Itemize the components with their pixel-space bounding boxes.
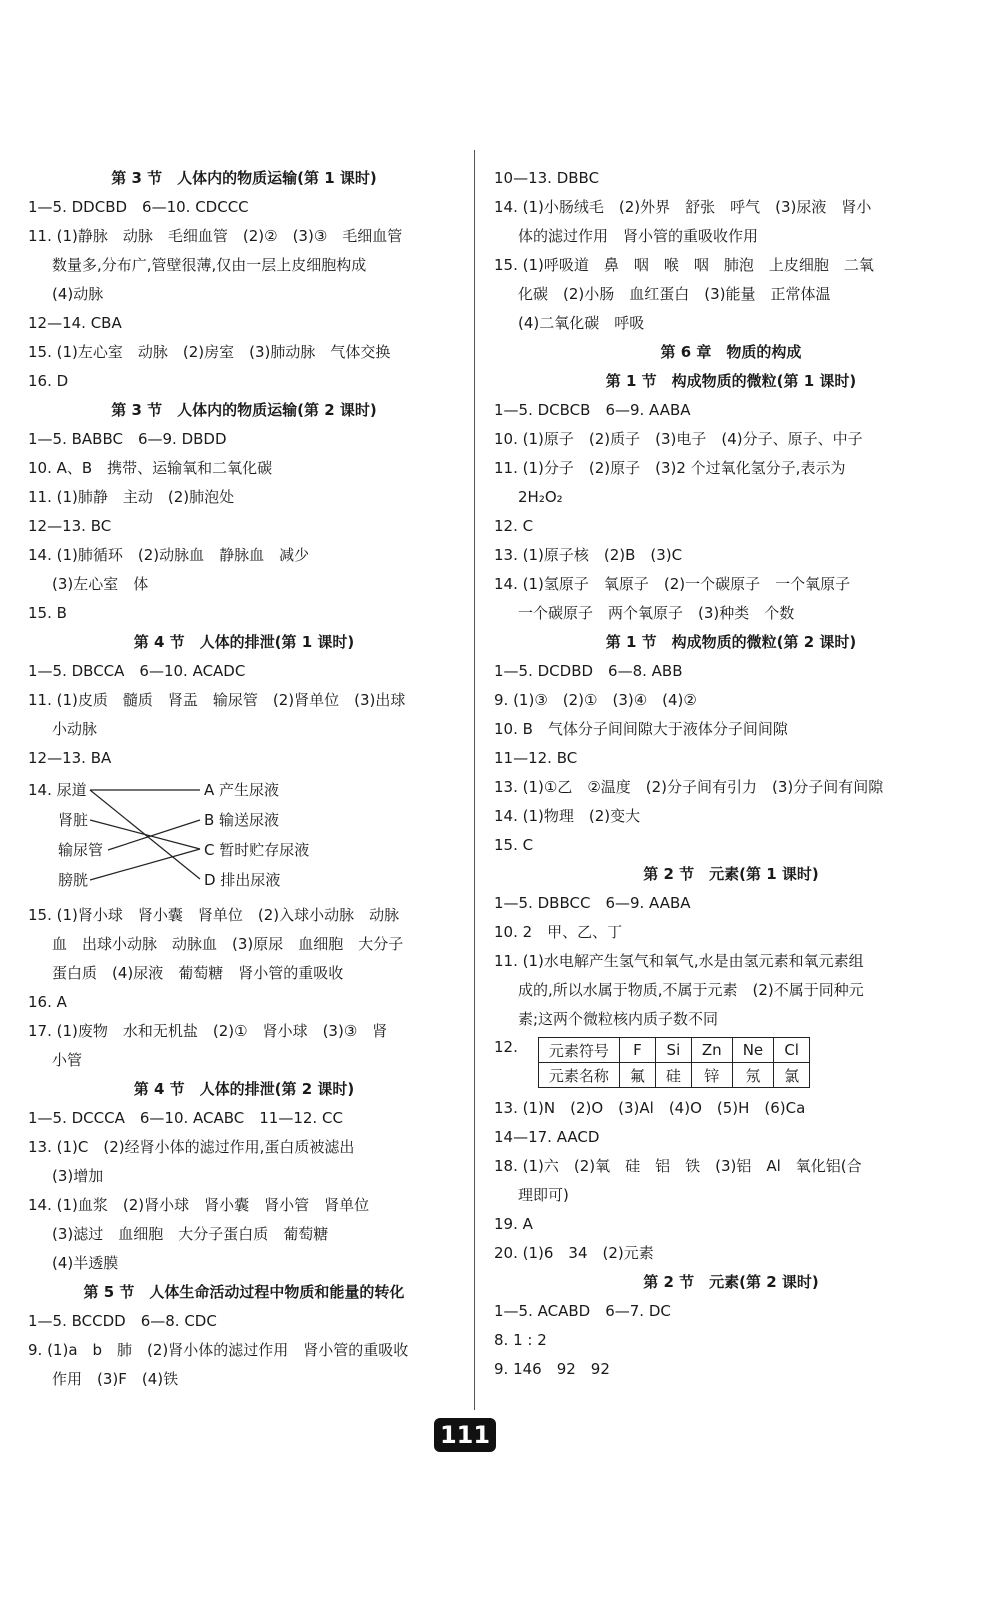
- answer-line: 9. 146 92 92: [494, 1360, 610, 1378]
- answer-line: 化碳 (2)小肠 血红蛋白 (3)能量 正常体温: [518, 285, 831, 303]
- answer-line: 11. (1)肺静 主动 (2)肺泡处: [28, 488, 235, 506]
- section-title: 第 3 节 人体内的物质运输(第 1 课时): [111, 169, 377, 187]
- section-title: 第 1 节 构成物质的微粒(第 2 课时): [605, 633, 857, 651]
- element-table: [538, 1037, 810, 1088]
- match-left-item: 膀胱: [58, 871, 89, 889]
- match-right-item: D 排出尿液: [204, 871, 281, 889]
- table-row: [538, 1038, 809, 1063]
- answer-line: 14. (1)氢原子 氧原子 (2)一个碳原子 一个氧原子: [494, 575, 851, 593]
- answer-line: 蛋白质 (4)尿液 葡萄糖 肾小管的重吸收: [52, 964, 344, 982]
- table-cell: 硅: [655, 1063, 691, 1088]
- table-cell: 元素名称: [538, 1063, 619, 1088]
- answer-line: 成的,所以水属于物质,不属于元素 (2)不属于同种元: [518, 981, 864, 999]
- answer-line: 10. A、B 携带、运输氧和二氧化碳: [28, 459, 273, 477]
- answer-line: 10. (1)原子 (2)质子 (3)电子 (4)分子、原子、中子: [494, 430, 863, 448]
- right-column: [494, 164, 968, 1384]
- answer-line: 理即可): [518, 1186, 569, 1204]
- answer-line: 16. D: [28, 372, 69, 390]
- answer-line: (3)左心室 体: [52, 575, 149, 593]
- answer-line: 17. (1)废物 水和无机盐 (2)① 肾小球 (3)③ 肾: [28, 1022, 388, 1040]
- answer-line: 8. 1 : 2: [494, 1331, 547, 1349]
- answer-line: 9. (1)③ (2)① (3)④ (4)②: [494, 691, 697, 709]
- answer-line: 12—13. BA: [28, 749, 112, 767]
- table-cell: 氖: [732, 1063, 773, 1088]
- table-cell: 元素符号: [538, 1038, 619, 1063]
- table-row: [538, 1063, 809, 1088]
- section-title: 第 2 节 元素(第 1 课时): [643, 865, 819, 883]
- answer-line: 11. (1)分子 (2)原子 (3)2 个过氧化氢分子,表示为: [494, 459, 846, 477]
- answer-line: 15. (1)左心室 动脉 (2)房室 (3)肺动脉 气体交换: [28, 343, 391, 361]
- section-title: 第 3 节 人体内的物质运输(第 2 课时): [111, 401, 377, 419]
- answer-line: (4)动脉: [52, 285, 104, 303]
- answer-line: 1—5. ACABD 6—7. DC: [494, 1302, 671, 1320]
- answer-line: 1—5. DBCCA 6—10. ACADC: [28, 662, 246, 680]
- answer-line: 一个碳原子 两个氧原子 (3)种类 个数: [518, 604, 795, 622]
- answer-line: 1—5. DCCCA 6—10. ACABC 11—12. CC: [28, 1109, 343, 1127]
- answer-line: 19. A: [494, 1215, 533, 1233]
- answer-line: 小动脉: [52, 720, 98, 738]
- answer-line: 12—13. BC: [28, 517, 112, 535]
- element-table-block: [494, 1034, 968, 1094]
- match-left-item: 14. 尿道: [28, 781, 87, 799]
- answer-line: (3)滤过 血细胞 大分子蛋白质 葡萄糖: [52, 1225, 329, 1243]
- answer-line: 12—14. CBA: [28, 314, 122, 332]
- match-right-item: A 产生尿液: [204, 781, 280, 799]
- answer-line: 11—12. BC: [494, 749, 578, 767]
- answer-line: 1—5. BCCDD 6—8. CDC: [28, 1312, 217, 1330]
- answer-line: 1—5. DDCBD 6—10. CDCCC: [28, 198, 249, 216]
- answer-line: 1—5. DCBCB 6—9. AABA: [494, 401, 691, 419]
- table-cell: F: [619, 1038, 655, 1063]
- answer-line: (4)二氧化碳 呼吸: [518, 314, 645, 332]
- section-title: 第 1 节 构成物质的微粒(第 1 课时): [605, 372, 857, 390]
- answer-line: 12. C: [494, 517, 534, 535]
- answer-line: 13. (1)原子核 (2)B (3)C: [494, 546, 683, 564]
- section-title: 第 5 节 人体生命活动过程中物质和能量的转化: [83, 1283, 405, 1301]
- answer-line: 14. (1)血浆 (2)肾小球 肾小囊 肾小管 肾单位: [28, 1196, 370, 1214]
- table-cell: 氟: [619, 1063, 655, 1088]
- left-column: [28, 164, 460, 1394]
- answer-line: 血 出球小动脉 动脉血 (3)原尿 血细胞 大分子: [52, 935, 404, 953]
- answer-line: 11. (1)水电解产生氢气和氧气,水是由氢元素和氧元素组: [494, 952, 864, 970]
- table-cell: Cl: [774, 1038, 810, 1063]
- answer-line: 11. (1)静脉 动脉 毛细血管 (2)② (3)③ 毛细血管: [28, 227, 403, 245]
- match-right-item: B 输送尿液: [204, 811, 280, 829]
- table-cell: Si: [655, 1038, 691, 1063]
- answer-line: 14—17. AACD: [494, 1128, 600, 1146]
- match-left-item: 输尿管: [58, 841, 104, 859]
- answer-line: 15. (1)呼吸道 鼻 咽 喉 咽 肺泡 上皮细胞 二氧: [494, 256, 874, 274]
- answer-line: 11. (1)皮质 髓质 肾盂 输尿管 (2)肾单位 (3)出球: [28, 691, 406, 709]
- section-title: 第 4 节 人体的排泄(第 2 课时): [133, 1080, 355, 1098]
- answer-line: 2H₂O₂: [518, 488, 563, 506]
- answer-line: 9. (1)a b 肺 (2)肾小体的滤过作用 肾小管的重吸收: [28, 1341, 409, 1359]
- answer-line: (4)半透膜: [52, 1254, 119, 1272]
- table-cell: 氯: [774, 1063, 810, 1088]
- answer-line: 15. C: [494, 836, 534, 854]
- answer-line: 小管: [52, 1051, 83, 1069]
- match-right-item: C 暂时贮存尿液: [204, 841, 310, 859]
- answer-line: 13. (1)C (2)经肾小体的滤过作用,蛋白质被滤出: [28, 1138, 355, 1156]
- table-cell: Ne: [732, 1038, 773, 1063]
- answer-line: 1—5. BABBC 6—9. DBDD: [28, 430, 227, 448]
- chapter-title: 第 6 章 物质的构成: [660, 343, 802, 361]
- answer-line: 13. (1)①乙 ②温度 (2)分子间有引力 (3)分子间有间隙: [494, 778, 884, 796]
- answer-line: 15. (1)肾小球 肾小囊 肾单位 (2)入球小动脉 动脉: [28, 906, 400, 924]
- page-number: 111: [434, 1418, 496, 1452]
- answer-line: 18. (1)六 (2)氧 硅 铝 铁 (3)铝 Al 氧化铝(合: [494, 1157, 862, 1175]
- answer-line: 作用 (3)F (4)铁: [52, 1370, 179, 1388]
- section-title: 第 4 节 人体的排泄(第 1 课时): [133, 633, 355, 651]
- answer-line: (3)增加: [52, 1167, 104, 1185]
- matching-diagram: [28, 773, 460, 901]
- answer-line: 16. A: [28, 993, 67, 1011]
- answer-line: 体的滤过作用 肾小管的重吸收作用: [518, 227, 759, 245]
- answer-line: 数量多,分布广,管壁很薄,仅由一层上皮细胞构成: [52, 256, 367, 274]
- answer-line: 10. 2 甲、乙、丁: [494, 923, 623, 941]
- match-left-item: 肾脏: [58, 811, 89, 829]
- answer-line: 14. (1)肺循环 (2)动脉血 静脉血 减少: [28, 546, 310, 564]
- answer-line: 13. (1)N (2)O (3)Al (4)O (5)H (6)Ca: [494, 1099, 806, 1117]
- answer-line: 20. (1)6 34 (2)元素: [494, 1244, 654, 1262]
- answer-line: 15. B: [28, 604, 67, 622]
- answer-line: 素;这两个微粒核内质子数不同: [518, 1010, 719, 1028]
- table-cell: Zn: [691, 1038, 732, 1063]
- answer-line: 1—5. DCDBD 6—8. ABB: [494, 662, 683, 680]
- section-title: 第 2 节 元素(第 2 课时): [643, 1273, 819, 1291]
- answer-line: 10. B 气体分子间间隙大于液体分子间间隙: [494, 720, 788, 738]
- table-cell: 锌: [691, 1063, 732, 1088]
- question-number: 12.: [494, 1038, 518, 1056]
- answer-line: 14. (1)物理 (2)变大: [494, 807, 641, 825]
- answer-line: 10—13. DBBC: [494, 169, 600, 187]
- column-divider: [474, 150, 475, 1410]
- answer-line: 1—5. DBBCC 6—9. AABA: [494, 894, 691, 912]
- answer-line: 14. (1)小肠绒毛 (2)外界 舒张 呼气 (3)尿液 肾小: [494, 198, 872, 216]
